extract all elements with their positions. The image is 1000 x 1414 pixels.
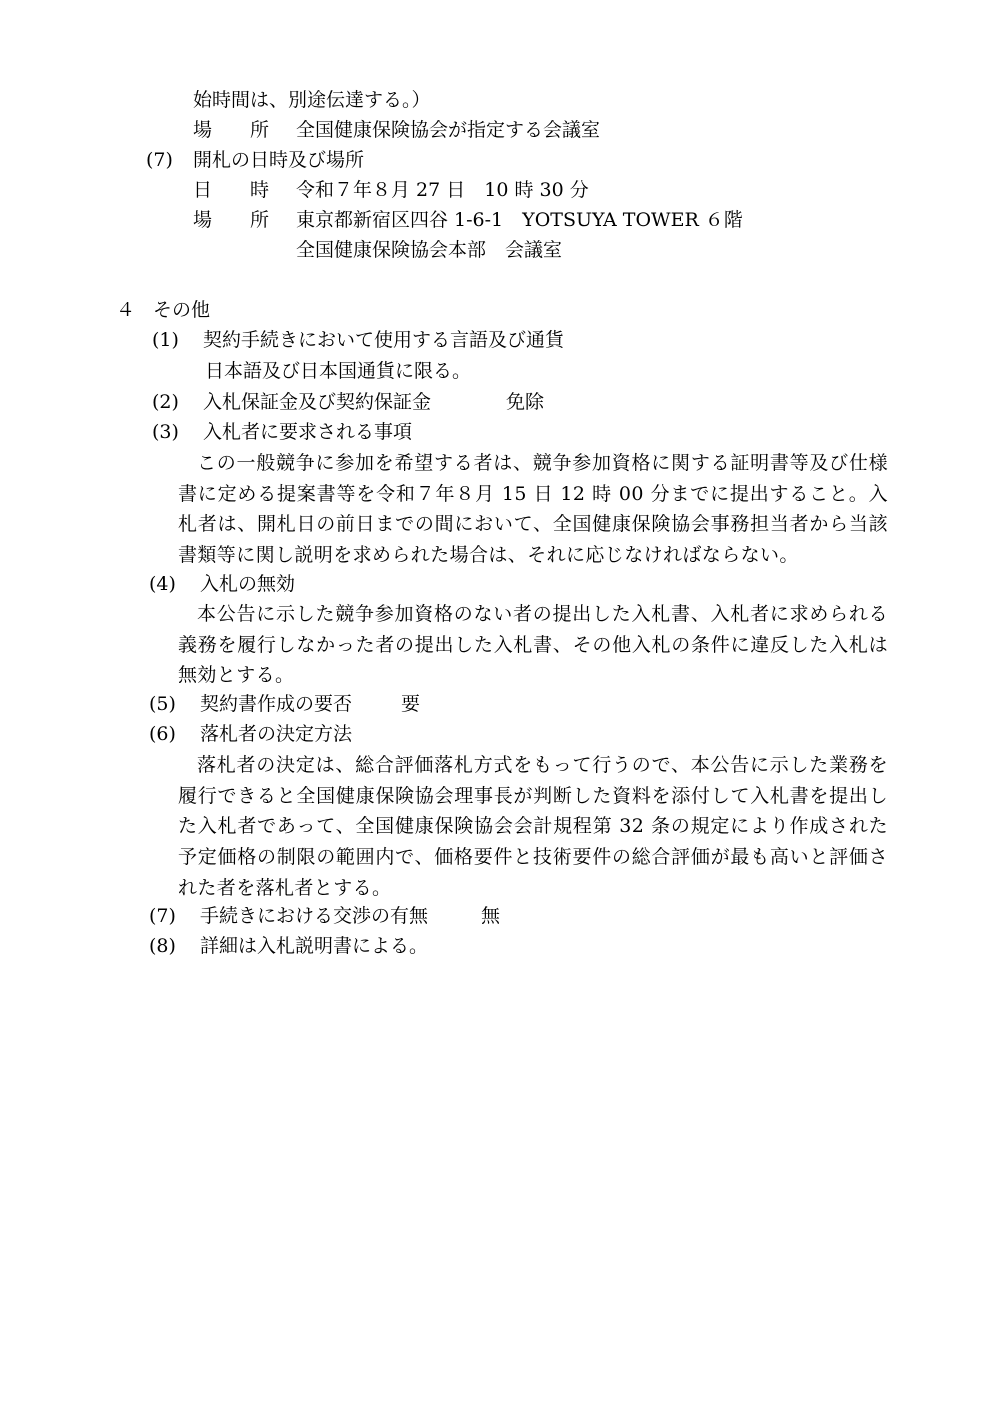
item-number: (7) (146, 149, 173, 171)
item-body: 日本語及び日本国通貨に限る。 (205, 360, 472, 382)
item-value: 要 (401, 693, 421, 715)
item-value: 無 (481, 905, 501, 927)
item-number: (8) (149, 935, 176, 957)
item-paragraph: この一般競争に参加を希望する者は、競争参加資格に関する証明書等及び仕様書に定める提案書等を令和７年８月 15 日 12 時 00 分までに提出すること。入札者は、開札日の前日までの間において、全国健康保険協会事務担当者から当該書類等に関し説明を求められた場合は、それに応じなければならない。 (178, 452, 888, 567)
item-title: 入札保証金及び契約保証金 (203, 391, 432, 413)
item-title: 入札者に要求される事項 (203, 421, 413, 443)
opening-place-value-2: 全国健康保険協会本部 会議室 (296, 239, 563, 261)
item-number: (6) (149, 723, 176, 745)
section-heading: その他 (153, 299, 211, 321)
item-number: (3) (152, 421, 179, 443)
item-title: 落札者の決定方法 (200, 723, 353, 745)
section-number: ４ (116, 299, 136, 321)
item-title: 入札の無効 (200, 573, 296, 595)
opening-datetime-label: 日 時 (193, 179, 270, 201)
continuation-line: 始時間は、別途伝達する。） (193, 89, 431, 111)
opening-datetime-value: 令和７年８月 27 日 10 時 30 分 (296, 179, 589, 201)
item-number: (1) (152, 329, 179, 351)
venue-value: 全国健康保険協会が指定する会議室 (296, 119, 601, 141)
item-title: 契約手続きにおいて使用する言語及び通貨 (203, 329, 565, 351)
opening-place-label: 場 所 (193, 209, 270, 231)
item-title: 詳細は入札説明書による。 (200, 935, 429, 957)
opening-place-value: 東京都新宿区四谷 1-6-1 YOTSUYA TOWER ６階 (296, 209, 743, 231)
item-number: (7) (149, 905, 176, 927)
item-value: 免除 (506, 391, 545, 413)
item-number: (2) (152, 391, 179, 413)
venue-label: 場 所 (193, 119, 270, 141)
item-title: 手続きにおける交渉の有無 (200, 905, 429, 927)
item-title: 契約書作成の要否 (200, 693, 353, 715)
item-paragraph: 本公告に示した競争参加資格のない者の提出した入札書、入札者に求められる義務を履行しなかった者の提出した入札書、その他入札の条件に違反した入札は無効とする。 (178, 603, 888, 687)
item-number: (5) (149, 693, 176, 715)
item-title: 開札の日時及び場所 (193, 149, 365, 171)
item-number: (4) (149, 573, 176, 595)
item-paragraph: 落札者の決定は、総合評価落札方式をもって行うので、本公告に示した業務を履行できると全国健康保険協会理事長が判断した資料を添付して入札書を提出した入札者であって、全国健康保険協会会計規程第 32 条の規定により作成された予定価格の制限の範囲内で、価格要件と技術要件の総合評価が最も高いと評価された者を落札者とする。 (178, 754, 888, 899)
